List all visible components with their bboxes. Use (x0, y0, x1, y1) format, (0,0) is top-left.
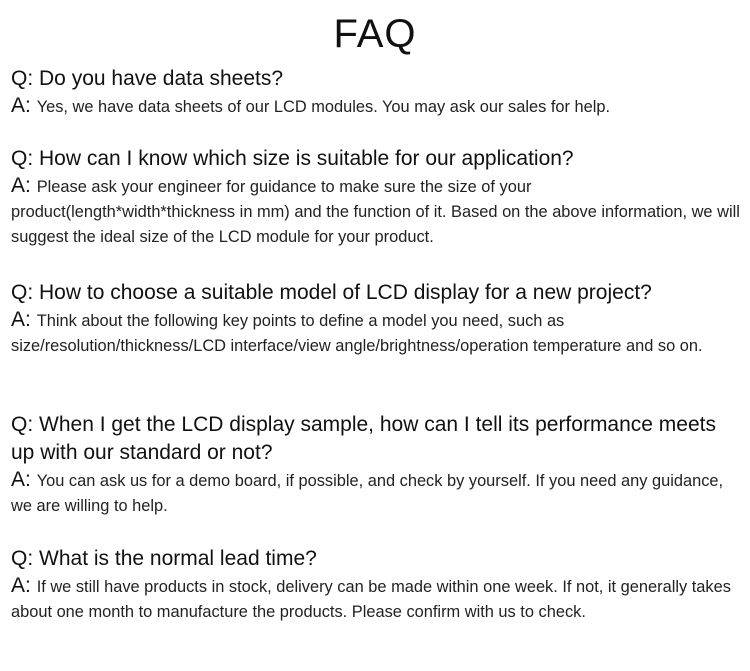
answer-text: You can ask us for a demo board, if possible, and check by yourself. If you need any guidance, we are willing to help. (11, 472, 724, 515)
question-prefix: Q: (11, 547, 40, 570)
question-prefix: Q: (11, 281, 40, 304)
question-text: When I get the LCD display sample, how can I tell its performance meets up with our standard or not? (11, 413, 716, 464)
answer-text: If we still have products in stock, delivery can be made within one week. If not, it generally takes about one month to manufacture the products. Please confirm with us to check. (11, 578, 731, 621)
question-prefix: Q: (11, 147, 40, 170)
answer-prefix: A: (11, 94, 37, 117)
answer-prefix: A: (11, 468, 37, 491)
faq-answer (11, 173, 741, 250)
answer-prefix: A: (11, 574, 37, 597)
faq-question (11, 411, 741, 467)
page-title: FAQ (333, 12, 417, 56)
question-prefix: Q: (11, 413, 40, 436)
faq-answer (11, 573, 741, 625)
faq-question (11, 145, 741, 173)
faq-item (11, 65, 741, 120)
question-text: How can I know which size is suitable for our application? (39, 147, 574, 170)
faq-question (11, 545, 741, 573)
question-text: Do you have data sheets? (39, 67, 284, 90)
faq-item (11, 279, 741, 359)
faq-answer (11, 93, 741, 120)
answer-text: Yes, we have data sheets of our LCD modules. You may ask our sales for help. (36, 98, 611, 116)
faq-question (11, 65, 741, 93)
faq-question (11, 279, 741, 307)
faq-answer (11, 467, 741, 519)
question-text: How to choose a suitable model of LCD display for a new project? (39, 281, 652, 304)
question-prefix: Q: (11, 67, 40, 90)
faq-item (11, 411, 741, 519)
faq-answer (11, 307, 741, 359)
faq-item (11, 145, 741, 250)
answer-prefix: A: (11, 174, 37, 197)
answer-prefix: A: (11, 308, 37, 331)
answer-text: Think about the following key points to define a model you need, such as size/resolution/thickness/LCD interface/view angle/brightness/operation temperature and so on. (11, 312, 703, 355)
faq-item (11, 545, 741, 625)
answer-text: Please ask your engineer for guidance to make sure the size of your product(length*width*thickness in mm) and the function of it. Based on the above information, we will suggest the ideal size of the LCD module for your product. (11, 178, 740, 246)
question-text: What is the normal lead time? (39, 547, 317, 570)
